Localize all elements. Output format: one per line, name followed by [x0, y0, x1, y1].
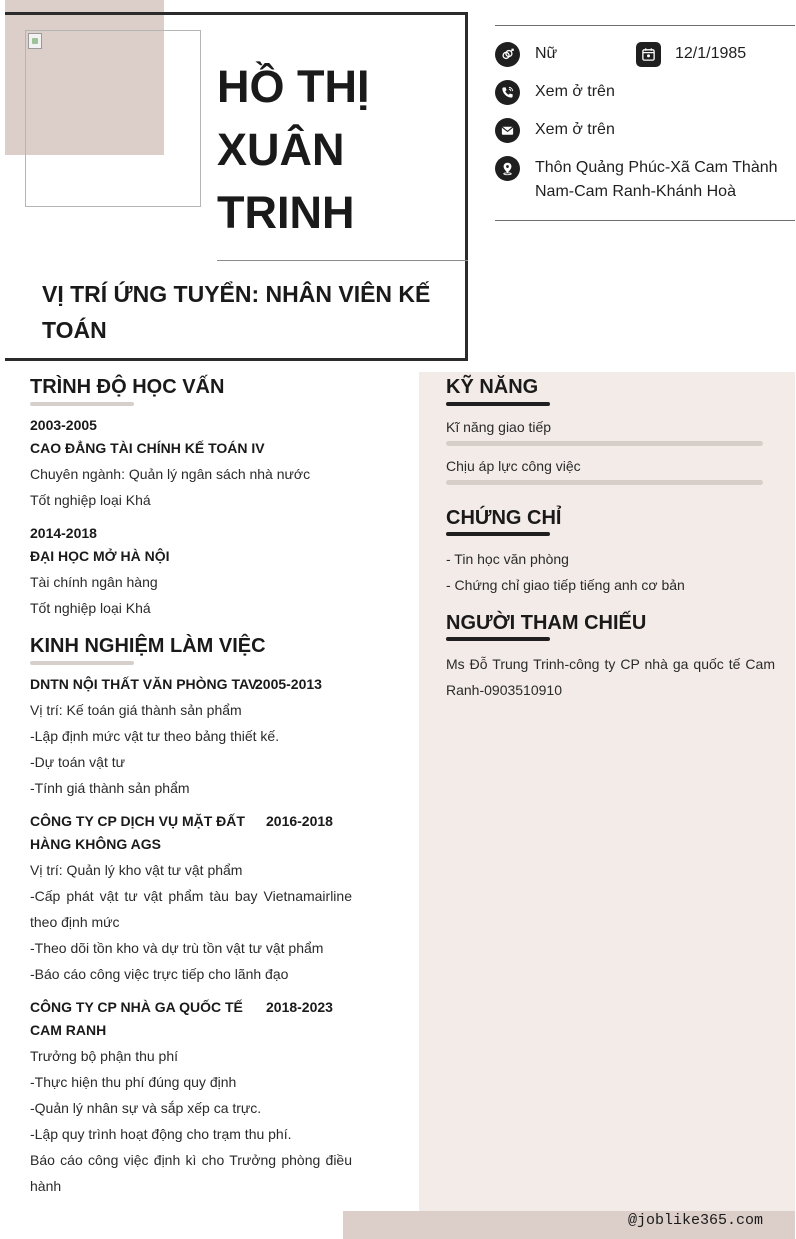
job-detail: Vị trí: Quản lý kho vật tư vật phẩm: [30, 862, 243, 878]
job-detail: -Tính giá thành sản phẩm: [30, 780, 190, 796]
skill-bar: [446, 441, 763, 446]
job-detail: Vị trí: Kế toán giá thành sản phẩm: [30, 702, 242, 718]
right-column: [419, 372, 795, 1239]
job-detail: -Theo dõi tồn kho và dự trù tồn vật tư vật phẩm: [30, 940, 324, 956]
certificates-title-underline: [446, 532, 550, 536]
job-company: CÔNG TY CP DỊCH VỤ MẶT ĐẤT HÀNG KHÔNG AGS: [30, 813, 245, 852]
birthdate-value: 12/1/1985: [675, 45, 747, 62]
calendar-icon: [636, 42, 661, 67]
job-company: CÔNG TY CP NHÀ GA QUỐC TẾ CAM RANH: [30, 999, 243, 1038]
email-value: Xem ở trên: [535, 121, 615, 138]
education-title: TRÌNH ĐỘ HỌC VẤN: [30, 376, 225, 398]
address-value: Thôn Quảng Phúc-Xã Cam Thành Nam-Cam Ranh-Khánh Hoà: [535, 159, 778, 200]
candidate-name: HỒ THỊ XUÂN TRINH: [217, 61, 370, 238]
job-company: DNTN NỘI THẤT VĂN PHÒNG TAV: [30, 676, 258, 692]
job-years: 2016-2018: [266, 813, 333, 829]
education-detail: Tốt nghiệp loại Khá: [30, 600, 151, 616]
experience-title: KINH NGHIỆM LÀM VIỆC: [30, 635, 266, 657]
job-detail: Báo cáo công việc định kì cho Trưởng phòng điều hành: [30, 1152, 352, 1194]
name-divider: [217, 260, 468, 261]
location-icon: [495, 156, 520, 181]
gender-value: Nữ: [535, 45, 558, 62]
footer-watermark: @joblike365.com: [628, 1212, 764, 1229]
education-detail: Tốt nghiệp loại Khá: [30, 492, 151, 508]
certificates-title: CHỨNG CHỈ: [446, 507, 562, 529]
education-school: CAO ĐẲNG TÀI CHÍNH KẾ TOÁN IV: [30, 440, 265, 456]
education-detail: Tài chính ngân hàng: [30, 574, 158, 590]
job-detail: -Báo cáo công việc trực tiếp cho lãnh đạo: [30, 966, 289, 982]
skills-title-underline: [446, 402, 550, 406]
email-icon: [495, 118, 520, 143]
certificate-item: - Chứng chỉ giao tiếp tiếng anh cơ bản: [446, 577, 685, 593]
contact-top-divider: [495, 25, 795, 26]
references-title-underline: [446, 637, 550, 641]
gender-icon: [495, 42, 520, 67]
education-years: 2014-2018: [30, 525, 97, 541]
job-detail: -Thực hiện thu phí đúng quy định: [30, 1074, 237, 1090]
phone-icon: [495, 80, 520, 105]
header-frame-bottom: [5, 358, 468, 361]
education-years: 2003-2005: [30, 417, 97, 433]
job-detail: -Quản lý nhân sự và sắp xếp ca trực.: [30, 1100, 262, 1116]
skill-bar: [446, 480, 763, 485]
job-detail: Trưởng bộ phận thu phí: [30, 1048, 179, 1064]
education-school: ĐẠI HỌC MỞ HÀ NỘI: [30, 548, 170, 564]
references-title: NGƯỜI THAM CHIẾU: [446, 612, 647, 634]
job-detail: -Lập định mức vật tư theo bảng thiết kế.: [30, 728, 280, 744]
job-years: 2005-2013: [255, 676, 322, 692]
reference-text: Ms Đỗ Trung Trinh-công ty CP nhà ga quốc tế Cam Ranh-0903510910: [446, 656, 775, 698]
skills-title: KỸ NĂNG: [446, 376, 539, 398]
job-detail: -Cấp phát vật tư vật phẩm tàu bay Vietnamairline theo định mức: [30, 888, 352, 930]
education-title-underline: [30, 402, 134, 406]
profile-photo: [25, 30, 201, 207]
job-years: 2018-2023: [266, 999, 333, 1015]
experience-title-underline: [30, 661, 134, 665]
certificate-item: - Tin học văn phòng: [446, 551, 569, 567]
applied-position: VỊ TRÍ ỨNG TUYỂN: NHÂN VIÊN KẾ TOÁN: [42, 281, 431, 343]
broken-image-icon: [28, 33, 42, 49]
job-detail: -Lập quy trình hoạt động cho trạm thu phí.: [30, 1126, 292, 1142]
education-detail: Chuyên ngành: Quản lý ngân sách nhà nước: [30, 466, 311, 482]
contact-bottom-divider: [495, 220, 795, 221]
phone-value: Xem ở trên: [535, 83, 615, 100]
job-detail: -Dự toán vật tư: [30, 754, 125, 770]
skill-item: Kĩ năng giao tiếp: [446, 419, 552, 435]
skill-item: Chịu áp lực công việc: [446, 458, 581, 474]
